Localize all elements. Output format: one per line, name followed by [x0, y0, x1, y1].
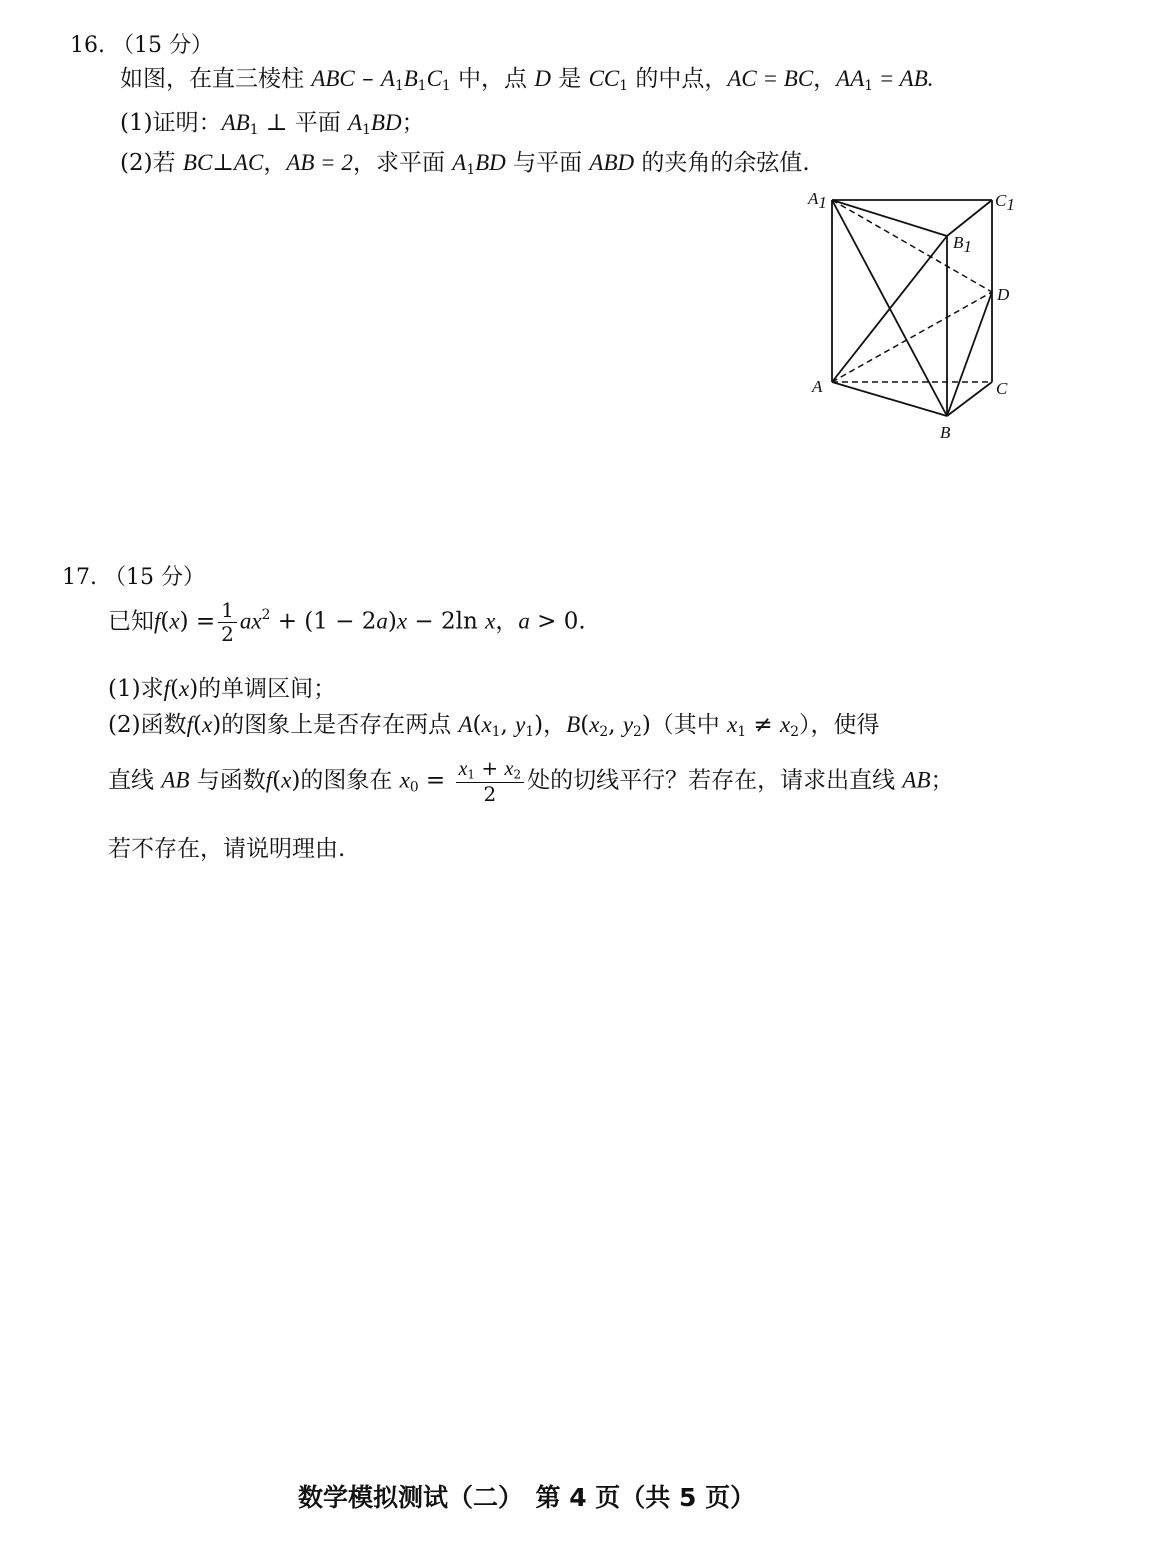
label-B1: B1 — [953, 233, 972, 256]
fraction-half: $\frac{1}{2}$ — [218, 600, 237, 645]
q16-part2: (2)若 BC⊥AC，AB = 2，求平面 $A_1BD$ 与平面 ABD 的夹角的余弦值. — [120, 150, 810, 179]
q17-part1: (1)求f(x)的单调区间； — [108, 676, 337, 702]
q16-number: 16. （15 分） — [70, 33, 213, 58]
q16-part1: (1)证明：$AB_1$ ⊥ 平面 $A_1BD$； — [120, 110, 425, 139]
page-footer: 数学模拟测试（二） 第 4 页（共 5 页） — [298, 1483, 756, 1512]
prism-solid-edges — [832, 200, 992, 416]
q17-given: 已知f(x) = $\frac{1}{2}$ $ax^2 + (1 - 2a)x - 2\ln$ x，a > 0. — [108, 598, 586, 646]
label-A1: A1 — [808, 189, 827, 212]
fraction-midpoint: $\frac{x_1 + x_2}{2}$ — [456, 758, 525, 805]
q16-intro: 如图，在直三棱柱 ABC – $A_1B_1C_1$ 中，点 D 是 $CC_1$ 的中点，AC = BC，$AA_1$ = AB. — [120, 66, 934, 95]
prism-figure — [790, 180, 1030, 450]
q17-line4: 若不存在，请说明理由. — [108, 836, 346, 862]
label-C: C — [996, 379, 1008, 398]
label-A: A — [812, 377, 823, 396]
label-B: B — [940, 423, 951, 442]
label-C1: C1 — [995, 191, 1015, 214]
q17-part2: (2)函数f(x)的图象上是否存在两点 $A(x_1$, $y_1$)，$B(x_2$, $y_2$)（其中 $x_1 \ne x_2$），使得 — [108, 712, 880, 741]
prism-hidden-edges — [832, 200, 992, 382]
q17-number: 17. （15 分） — [62, 565, 205, 590]
label-D: D — [997, 285, 1010, 304]
q17-line3: 直线 AB 与函数f(x)的图象在 $x_0$ = $\frac{x_1 + x_2}{2}$ 处的切线平行？若存在，请求出直线 AB； — [108, 756, 954, 807]
